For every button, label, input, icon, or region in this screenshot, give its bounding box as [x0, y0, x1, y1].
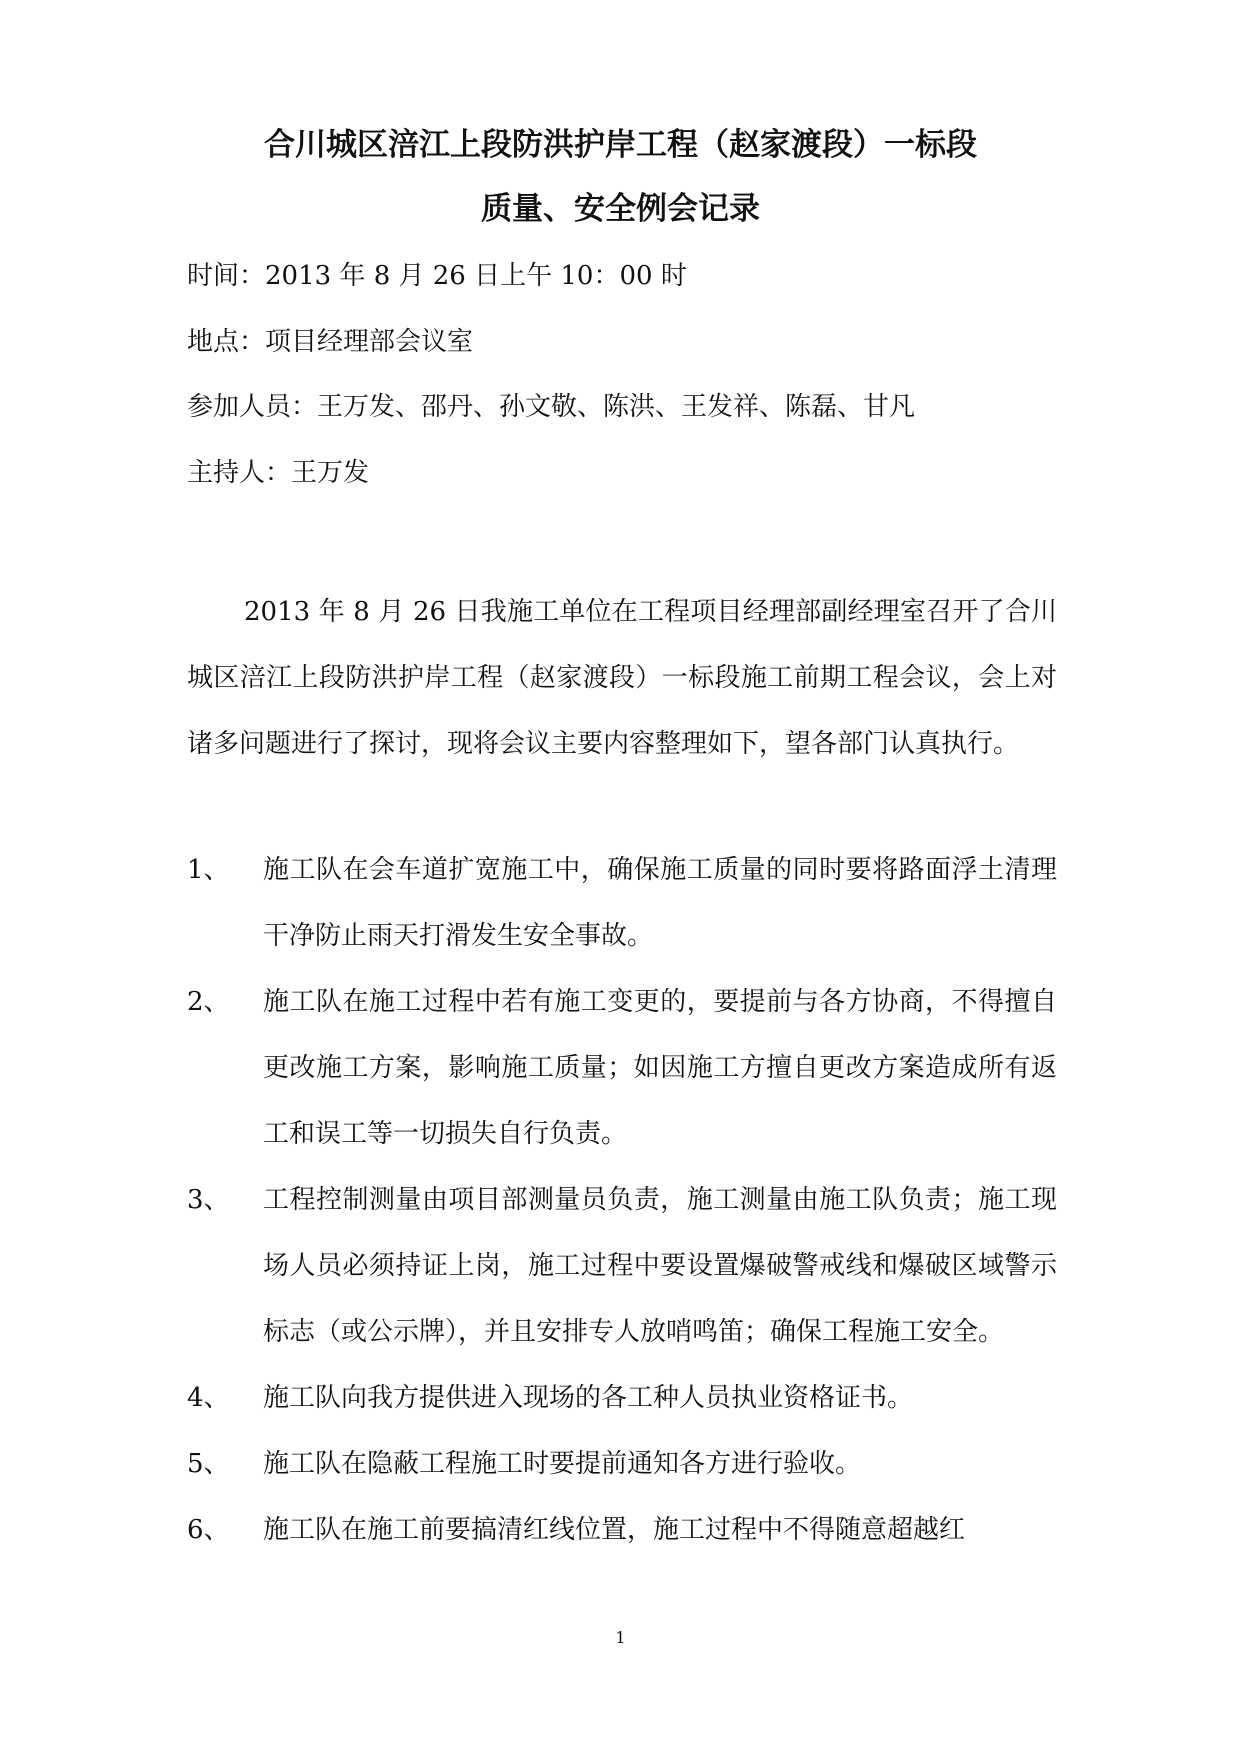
list-item-number: 3、 [187, 1185, 230, 1215]
intro-paragraph: 2013 年 8 月 26 日我施工单位在工程项目经理部副经理室召开了合川城区涪江上段防洪护岸工程（赵家渡段）一标段施工前期工程会议，会上对诸多问题进行了探讨，现将会议主要内容整理如下，望各部门认真执行。 [187, 597, 1057, 759]
list-item-number: 4、 [187, 1383, 230, 1413]
meeting-place: 地点：项目经理部会议室 [187, 327, 474, 357]
document-title-line-1: 合川城区涪江上段防洪护岸工程（赵家渡段）一标段 [264, 127, 977, 163]
list-item [187, 1167, 1057, 1365]
list-item [187, 1431, 1057, 1497]
meeting-attendees: 参加人员：王万发、邵丹、孙文敬、陈洪、王发祥、陈磊、甘凡 [187, 392, 916, 422]
list-item-number: 5、 [187, 1449, 230, 1479]
meeting-time: 时间：2013 年 8 月 26 日上午 10：00 时 [187, 261, 687, 291]
list-item-number: 6、 [187, 1515, 230, 1545]
list-item-number: 1、 [187, 855, 230, 885]
document-title-line-2: 质量、安全例会记录 [481, 191, 760, 227]
list-item-text: 工程控制测量由项目部测量员负责，施工测量由施工队负责；施工现场人员必须持证上岗，施工过程中要设置爆破警戒线和爆破区域警示标志（或公示牌），并且安排专人放哨鸣笛；确保工程施工安全。 [263, 1185, 1057, 1347]
list-item-text: 施工队在隐蔽工程施工时要提前通知各方进行验收。 [263, 1449, 862, 1479]
list-item-text: 施工队在施工前要搞清红线位置，施工过程中不得随意超越红 [263, 1515, 966, 1545]
list-item-text: 施工队在会车道扩宽施工中，确保施工质量的同时要将路面浮土清理干净防止雨天打滑发生安全事故。 [263, 855, 1057, 951]
list-item-text: 施工队向我方提供进入现场的各工种人员执业资格证书。 [263, 1383, 914, 1413]
list-item [187, 837, 1057, 969]
list-item [187, 969, 1057, 1167]
meeting-host: 主持人：王万发 [187, 458, 370, 488]
list-item [187, 1497, 1057, 1563]
meeting-items-list [187, 837, 1057, 1563]
list-item-text: 施工队在施工过程中若有施工变更的，要提前与各方协商，不得擅自更改施工方案，影响施工质量；如因施工方擅自更改方案造成所有返工和误工等一切损失自行负责。 [263, 987, 1057, 1149]
list-item [187, 1365, 1057, 1431]
list-item-number: 2、 [187, 987, 230, 1017]
page-number: 1 [615, 1628, 626, 1647]
